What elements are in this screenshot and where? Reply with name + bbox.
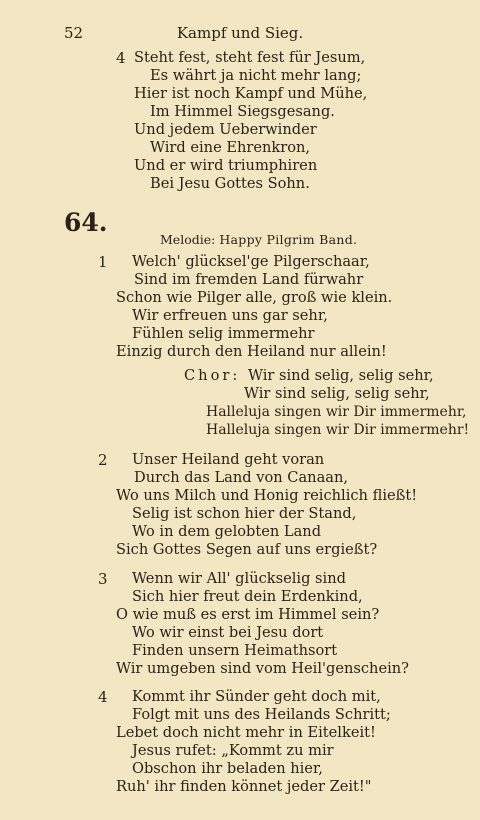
verse-line: Sind im fremden Land fürwahr xyxy=(134,271,364,288)
melody-label: Melodie: xyxy=(160,232,216,247)
verse-line: Kommt ihr Sünder geht doch mit, xyxy=(132,688,381,705)
chorus-line: Wir sind selig, selig sehr, xyxy=(248,367,434,384)
verse-line: Einzig durch den Heiland nur allein! xyxy=(116,343,387,360)
page-number: 52 xyxy=(64,24,84,42)
verse-line: Ruh' ihr finden könnet jeder Zeit!" xyxy=(116,778,372,795)
verse-line: Wenn wir All' glückselig sind xyxy=(132,570,346,587)
stanza-number: 1 xyxy=(98,253,108,271)
verse-line: Durch das Land von Canaan, xyxy=(134,469,349,486)
stanza-number: 3 xyxy=(98,570,108,588)
verse-line: Fühlen selig immermehr xyxy=(132,325,315,342)
verse-line: Welch' glücksel'ge Pilgerschaar, xyxy=(132,253,370,270)
stanza-number: 4 xyxy=(98,688,108,706)
verse-line: Schon wie Pilger alle, groß wie klein. xyxy=(116,289,393,306)
chorus-line: Wir sind selig, selig sehr, xyxy=(244,385,430,402)
verse-line: Folgt mit uns des Heilands Schritt; xyxy=(132,706,391,723)
verse-line: Es währt ja nicht mehr lang; xyxy=(150,67,362,84)
melody-tune: Happy Pilgrim Band. xyxy=(219,232,358,247)
chorus-line: Halleluja singen wir Dir immermehr! xyxy=(206,422,470,438)
verse-line: Hier ist noch Kampf und Mühe, xyxy=(134,85,368,102)
verse-line: Wir umgeben sind vom Heil'genschein? xyxy=(116,660,409,677)
verse-line: Finden unsern Heimathsort xyxy=(132,642,338,659)
verse-line: Wo uns Milch und Honig reichlich fließt! xyxy=(116,487,418,504)
stanza-number: 2 xyxy=(98,451,108,469)
verse-line: Selig ist schon hier der Stand, xyxy=(132,505,357,522)
verse-line: Sich hier freut dein Erdenkind, xyxy=(132,588,363,605)
prev-stanza-number: 4 xyxy=(116,49,126,67)
verse-line: Unser Heiland geht voran xyxy=(132,451,325,468)
verse-line: Bei Jesu Gottes Sohn. xyxy=(150,175,310,192)
chorus-line: Halleluja singen wir Dir immermehr, xyxy=(206,404,467,420)
verse-line: Und er wird triumphiren xyxy=(134,157,318,174)
verse-line: Im Himmel Siegsgesang. xyxy=(150,103,335,120)
hymn-number: 64. xyxy=(64,208,108,237)
verse-line: Wird eine Ehrenkron, xyxy=(150,139,311,156)
verse-line: O wie muß es erst im Himmel sein? xyxy=(116,606,380,623)
verse-line: Sich Gottes Segen auf uns ergießt? xyxy=(116,541,378,558)
verse-line: Wo wir einst bei Jesu dort xyxy=(132,624,324,641)
verse-line: Lebet doch nicht mehr in Eitelkeit! xyxy=(116,724,376,741)
verse-line: Obschon ihr beladen hier, xyxy=(132,760,323,777)
melody-line xyxy=(160,232,357,247)
verse-line: Steht fest, steht fest für Jesum, xyxy=(134,49,366,66)
verse-line: Wir erfreuen uns gar sehr, xyxy=(132,307,328,324)
chorus-label: Chor: xyxy=(184,367,241,384)
verse-line: Und jedem Ueberwinder xyxy=(134,121,317,138)
page-header xyxy=(0,24,480,46)
verse-line: Jesus rufet: „Kommt zu mir xyxy=(132,742,334,759)
running-title: Kampf und Sieg. xyxy=(176,24,304,42)
verse-line: Wo in dem gelobten Land xyxy=(132,523,322,540)
